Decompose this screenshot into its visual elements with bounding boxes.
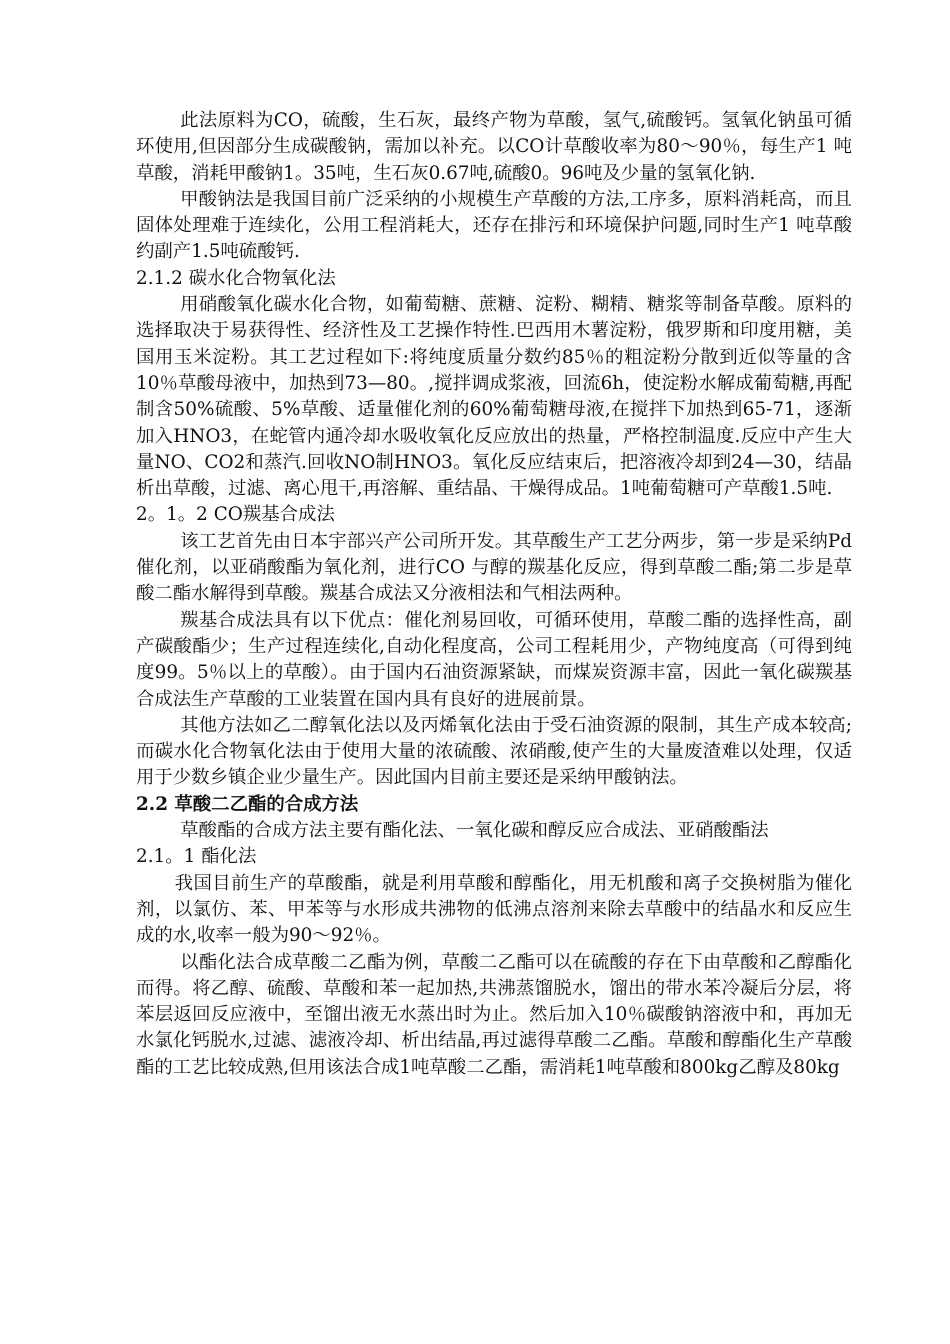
section-heading-esterification: 2.1。1 酯化法: [136, 846, 257, 868]
paragraph-esterification-overview: 我国目前生产的草酸酯，就是利用草酸和醇酯化，用无机酸和离子交换树脂为催化剂，以氯仿、苯、甲苯等与水形成共沸物的低沸点溶剂来除去草酸中的结晶水和反应生成的水,收率一般为90～92％。: [136, 872, 852, 947]
section-heading-diethyl-oxalate: 2.2 草酸二乙酯的合成方法: [136, 793, 359, 815]
section-heading-co-carbonylation: 2。1。2 CO羰基合成法: [136, 504, 335, 526]
document-page: [136, 108, 852, 1081]
paragraph-other-methods: 其他方法如乙二醇氧化法以及丙烯氧化法由于受石油资源的限制，其生产成本较高;而碳水化合物氧化法由于使用大量的浓硫酸、浓硝酸,使产生的大量废渣难以处理，仅适用于少数乡镇企业少量生产。因此国内目前主要还是采纳甲酸钠法。: [136, 714, 852, 789]
paragraph-synthesis-methods: 草酸酯的合成方法主要有酯化法、一氧化碳和醇反应合成法、亚硝酸酯法: [180, 820, 769, 842]
paragraph-carbohydrate-oxidation: 用硝酸氧化碳水化合物，如葡萄糖、蔗糖、淀粉、糊精、糖浆等制备草酸。原料的选择取决于易获得性、经济性及工艺操作特性.巴西用木薯淀粉，俄罗斯和印度用糖，美国用玉米淀粉。其工艺过程如下:将纯度质量分数约85％的粗淀粉分散到近似等量的含10％草酸母液中，加热到73—80。,搅拌调成浆液，回流6h，使淀粉水解成葡萄糖,再配制含50%硫酸、5%草酸、适量催化剂的60%葡萄糖母液,在搅拌下加热到65-71，逐渐加入HNO3，在蛇管内通冷却水吸收氧化反应放出的热量，严格控制温度.反应中产生大量NO、CO2和蒸汽.回收NO制HNO3。氧化反应结束后，把溶液冷却到24—30，结晶析出草酸，过滤、离心甩干,再溶解、重结晶、干燥得成品。1吨葡萄糖可产草酸1.5吨.: [136, 294, 852, 500]
paragraph-carbonylation-advantages: 羰基合成法具有以下优点：催化剂易回收，可循环使用，草酸二酯的选择性高，副产碳酸酯少；生产过程连续化,自动化程度高，公司工程耗用少，产物纯度高（可得到纯度99。5％以上的草酸）。由于国内石油资源紧缺，而煤炭资源丰富，因此一氧化碳羰基合成法生产草酸的工业装置在国内具有良好的进展前景。: [136, 609, 852, 710]
section-heading-carbohydrate-oxidation: 2.1.2 碳水化合物氧化法: [136, 267, 336, 289]
paragraph-esterification-example: 以酯化法合成草酸二乙酯为例，草酸二乙酯可以在硫酸的存在下由草酸和乙醇酯化而得。将乙醇、硫酸、草酸和苯一起加热,共沸蒸馏脱水，馏出的带水苯冷凝后分层，将苯层返回反应液中，至馏出液无水蒸出时为止。然后加入10％碳酸钠溶液中和，再加无水氯化钙脱水,过滤、滤液冷却、析出结晶,再过滤得草酸二乙酯。草酸和醇酯化生产草酸酯的工艺比较成熟,但用该法合成1吨草酸二乙酯，需消耗1吨草酸和800kg乙醇及80kg: [136, 951, 852, 1078]
paragraph-formate-process: 此法原料为CO，硫酸，生石灰，最终产物为草酸，氢气,硫酸钙。氢氧化钠虽可循环使用,但因部分生成碳酸钠，需加以补充。以CO计草酸收率为80～90％，每生产1 吨草酸，消耗甲酸钠1。35吨，生石灰0.67吨,硫酸0。96吨及少量的氢氧化钠.: [136, 110, 852, 184]
paragraph-formate-evaluation: 甲酸钠法是我国目前广泛采纳的小规模生产草酸的方法,工序多，原料消耗高，而且固体处理难于连续化，公用工程消耗大，还存在排污和环境保护问题,同时生产1 吨草酸约副产1.5吨硫酸钙.: [136, 188, 852, 263]
paragraph-carbonylation-process: 该工艺首先由日本宇部兴产公司所开发。其草酸生产工艺分两步，第一步是采纳Pd催化剂，以亚硝酸酯为氧化剂，进行CO 与醇的羰基化反应，得到草酸二酯;第二步是草酸二酯水解得到草酸。羰基合成法又分液相法和气相法两种。: [136, 530, 852, 605]
